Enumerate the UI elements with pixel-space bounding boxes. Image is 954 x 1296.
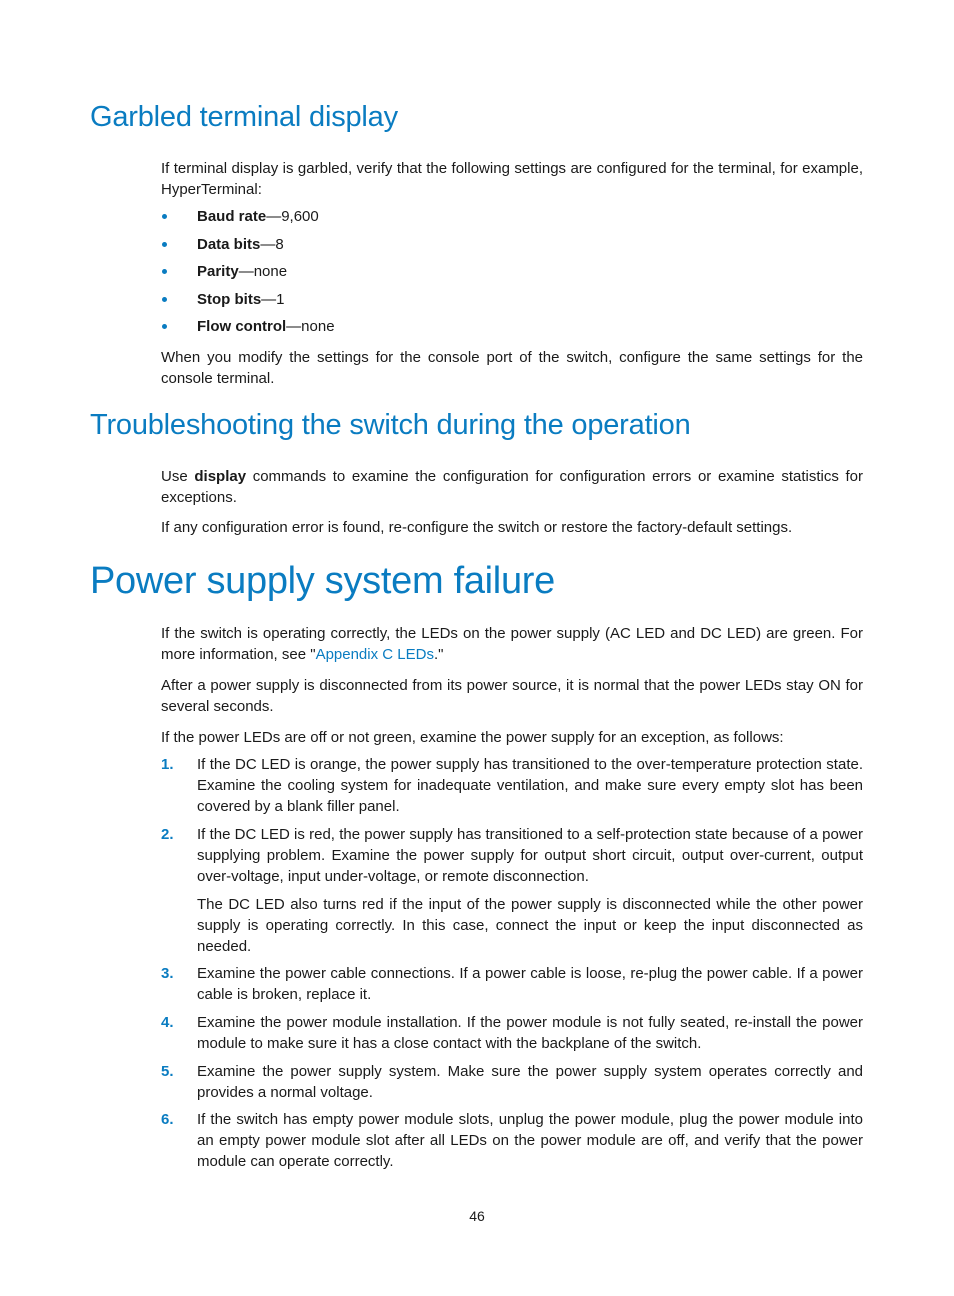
step-number: 4.: [161, 1014, 174, 1031]
setting-value: —9,600: [266, 208, 319, 225]
setting-value: —8: [260, 235, 284, 253]
step-text: Examine the power cable connections. If a power cable is loose, re-plug the power cable. If a power cable is broken, replace it.: [197, 965, 863, 1003]
paragraph-power-leds-green: [161, 623, 863, 665]
terminal-settings-list: [161, 206, 863, 344]
setting-term: Flow control: [197, 318, 287, 335]
text-fragment: .": [433, 646, 444, 663]
paragraph-power-leds-off: If the power LEDs are off or not green, examine the power supply for an exception, as follows:: [161, 729, 784, 746]
list-item: [161, 261, 863, 289]
setting-value: —none: [286, 318, 335, 335]
list-item: [161, 1061, 863, 1103]
step-text: If the switch has empty power module slots, unplug the power module, plug the power module into an empty power module slot after all LEDs on the power module are off, and verify that the power module can operate correctly.: [197, 1111, 863, 1170]
list-item: [161, 234, 863, 262]
list-item: [161, 206, 863, 234]
bullet-icon: [162, 269, 167, 274]
list-item: [161, 1109, 863, 1172]
list-item: [161, 289, 863, 317]
command-display: display: [194, 468, 247, 485]
bullet-icon: [162, 324, 167, 329]
step-text: If the DC LED is orange, the power supply has transitioned to the over-temperature protection state. Examine the cooling system for inadequate ventilation, and make sure every empty slot has been covered by a blank filler panel.: [197, 756, 863, 815]
bullet-icon: [162, 242, 167, 247]
list-item: [161, 1012, 863, 1054]
step-extra-text: The DC LED also turns red if the input of the power supply is disconnected while the other power supply is operating correctly. In this case, connect the input or keep the input disconnected as needed.: [197, 896, 863, 955]
bullet-icon: [162, 297, 167, 302]
setting-term: Data bits: [197, 235, 261, 253]
text-fragment: If the switch is operating correctly, the LEDs on the power supply (AC LED and DC LED) are green. For more information, see ": [161, 625, 863, 663]
list-item: [161, 963, 863, 1005]
list-item: [161, 824, 863, 957]
setting-term: Parity: [197, 263, 239, 280]
step-number: 1.: [161, 756, 174, 773]
step-number: 5.: [161, 1063, 174, 1080]
step-text: Examine the power module installation. If the power module is not fully seated, re-install the power module to make sure it has a close contact with the backplane of the switch.: [197, 1014, 863, 1052]
step-number: 2.: [161, 826, 174, 843]
heading-troubleshooting-operation: Troubleshooting the switch during the operation: [90, 409, 691, 441]
paragraph-power-disconnected: After a power supply is disconnected from its power source, it is normal that the power LEDs stay ON for several seconds.: [161, 677, 863, 715]
page-number: 46: [469, 1208, 485, 1224]
setting-term: Baud rate: [197, 208, 267, 225]
setting-value: —1: [261, 290, 285, 308]
step-text: If the DC LED is red, the power supply has transitioned to a self-protection state because of a power supplying problem. Examine the power supply for output short circuit, output over-current, output over-voltage, input under-voltage, or remote disconnection.: [197, 826, 863, 885]
paragraph-config-error: If any configuration error is found, re-configure the switch or restore the factory-default settings.: [161, 519, 793, 536]
bullet-icon: [162, 214, 167, 219]
list-item: [161, 754, 863, 817]
setting-term: Stop bits: [197, 290, 262, 308]
appendix-c-leds-link[interactable]: Appendix C LEDs: [315, 646, 434, 663]
paragraph-display-commands: [161, 466, 863, 508]
text-fragment: commands to examine the configuration for configuration errors or examine statistics for exceptions.: [161, 468, 864, 506]
step-text: Examine the power supply system. Make sure the power supply system operates correctly and provides a normal voltage.: [197, 1063, 863, 1101]
paragraph-garbled-outro: When you modify the settings for the console port of the switch, configure the same settings for the console terminal.: [161, 349, 863, 387]
paragraph-garbled-intro: If terminal display is garbled, verify that the following settings are configured for the terminal, for example, HyperTerminal:: [161, 160, 863, 198]
heading-power-supply-failure: Power supply system failure: [90, 560, 555, 602]
setting-value: —none: [238, 263, 288, 280]
list-item: [161, 316, 863, 344]
heading-garbled-terminal-display: Garbled terminal display: [90, 101, 398, 133]
text-fragment: Use: [161, 468, 195, 485]
step-number: 3.: [161, 965, 174, 982]
step-number: 6.: [161, 1111, 174, 1128]
